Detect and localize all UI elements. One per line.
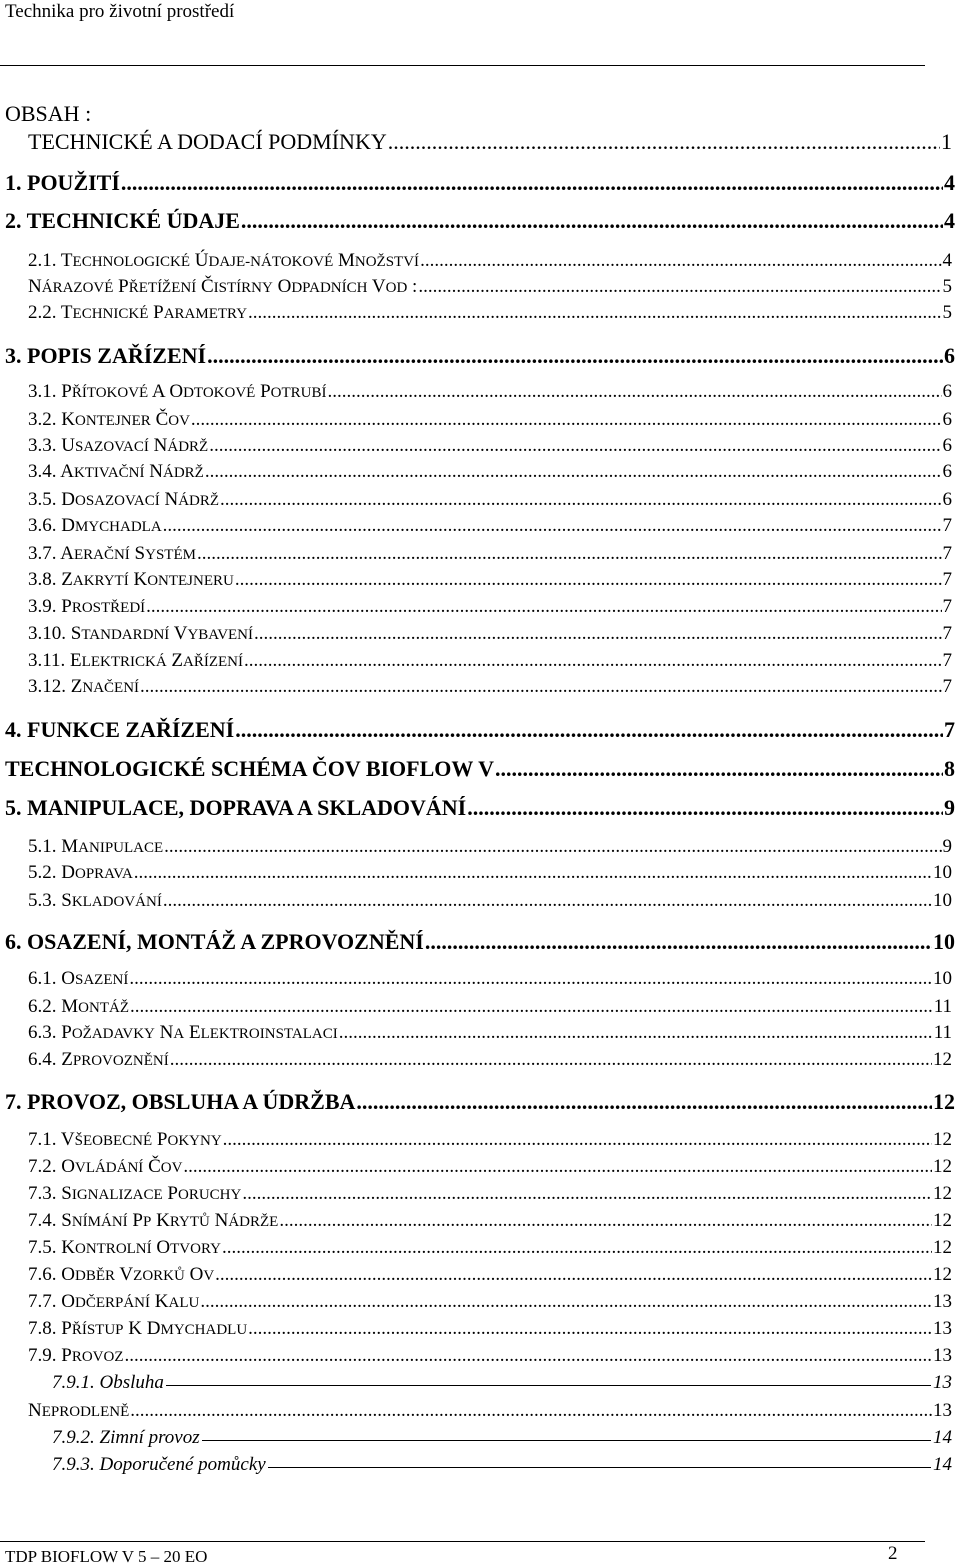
- toc-leader: [279, 1210, 932, 1232]
- toc-entry-title: [28, 543, 196, 565]
- toc-entry-number: 5.: [5, 795, 27, 820]
- toc-leader: [235, 717, 943, 743]
- toc-entry-text: PROVOZ, OBSLUHA A ÚDRŽBA: [27, 1089, 356, 1114]
- toc-entry-title: [52, 1427, 200, 1449]
- toc-leader: [166, 1385, 931, 1386]
- toc-entry[interactable]: [28, 381, 952, 403]
- toc-entry[interactable]: [28, 250, 952, 272]
- toc-page-number: 4: [944, 208, 955, 233]
- toc-page-number: 7: [944, 717, 955, 742]
- toc-entry-title: [28, 836, 163, 858]
- toc-entry-text: MANIPULACE, DOPRAVA A SKLADOVÁNÍ: [27, 795, 467, 820]
- toc-page-number: 6: [942, 381, 952, 402]
- toc-entry-text: TECHNICKÉ ÚDAJE: [26, 208, 240, 233]
- toc-page-number: 14: [933, 1427, 952, 1448]
- toc-page-number: 10: [933, 890, 952, 911]
- toc-page-number: 1: [941, 129, 952, 154]
- toc-leader: [207, 343, 943, 369]
- toc-entry-text: DOPRAVA: [61, 862, 133, 883]
- toc-entry-number: 6.2.: [28, 996, 62, 1017]
- toc-leader: [130, 996, 933, 1018]
- toc-entry[interactable]: [5, 717, 955, 743]
- toc-entry[interactable]: [28, 596, 952, 618]
- toc-page-number: 13: [933, 1372, 952, 1393]
- toc-entry-text: TECHNICKÉ PARAMETRY: [60, 302, 248, 323]
- footer-rule: [0, 1541, 925, 1542]
- toc-entry-number: 7.9.: [28, 1345, 62, 1366]
- toc-entry-number: 7.5.: [28, 1237, 62, 1258]
- toc-entry-text: PROSTŘEDÍ: [61, 596, 146, 617]
- toc-entry-title: [5, 929, 424, 955]
- toc-entry-title: [28, 1129, 222, 1151]
- toc-page-number: 6: [942, 461, 952, 482]
- toc-entry-number: 7.4.: [28, 1210, 62, 1231]
- toc-leader: [163, 515, 942, 537]
- toc-entry[interactable]: [52, 1372, 952, 1394]
- toc-page-number: 6: [944, 343, 955, 368]
- toc-entry[interactable]: [28, 1210, 952, 1232]
- toc-page-number: 11: [933, 1022, 952, 1043]
- toc-entry-number: 6.3.: [28, 1022, 62, 1043]
- toc-page-number: 8: [944, 756, 955, 781]
- toc-page-number: 11: [933, 996, 952, 1017]
- toc-entry-title: [5, 170, 120, 196]
- toc-entry-number: 3.2.: [28, 409, 62, 430]
- toc-entry-number: 5.1.: [28, 836, 62, 857]
- toc-leader: [170, 1049, 932, 1071]
- toc-entry-title: [28, 1210, 278, 1232]
- toc-entry[interactable]: [5, 929, 955, 955]
- toc-leader: [140, 676, 941, 698]
- toc-page-number: 9: [944, 795, 955, 820]
- toc-page-number: 12: [933, 1049, 952, 1070]
- toc-entry-number: 3.8.: [28, 569, 62, 590]
- toc-leader: [163, 890, 932, 912]
- toc-entry-number: 4.: [5, 717, 27, 742]
- toc-heading: OBSAH :: [5, 101, 92, 126]
- toc-entry-text: FUNKCE ZAŘÍZENÍ: [27, 717, 235, 742]
- toc-entry[interactable]: [28, 1264, 952, 1286]
- toc-entry[interactable]: [28, 1156, 952, 1178]
- toc-entry-number: 3.6.: [28, 515, 62, 536]
- toc-page-number: 10: [933, 862, 952, 883]
- toc-entry[interactable]: [28, 489, 952, 511]
- toc-entry[interactable]: [5, 343, 955, 369]
- toc-entry-title: [28, 569, 234, 591]
- toc-leader: [202, 1440, 931, 1441]
- toc-entry-title: [28, 1264, 214, 1286]
- toc-entry-number: 5.2.: [28, 862, 62, 883]
- toc-entry[interactable]: [28, 1345, 952, 1367]
- toc-entry-number: 6.1.: [28, 968, 62, 989]
- toc-entry-title: [28, 1183, 241, 1205]
- toc-entry-number: 7.3.: [28, 1183, 62, 1204]
- toc-entry-text: Obsluha: [99, 1372, 164, 1393]
- toc-leader: [254, 623, 941, 645]
- toc-entry-number: 7.9.1.: [52, 1372, 100, 1393]
- toc-leader: [339, 1022, 933, 1044]
- toc-entry-text: PŘÍSTUP K DMYCHADLU: [61, 1318, 248, 1339]
- toc-leader: [205, 461, 942, 483]
- toc-page-number: 9: [942, 836, 952, 857]
- toc-leader: [121, 170, 943, 196]
- toc-leader: [130, 1400, 932, 1422]
- toc-entry[interactable]: [28, 129, 952, 155]
- toc-entry-number: 7.9.2.: [52, 1427, 100, 1448]
- toc-entry[interactable]: [5, 208, 955, 234]
- toc-entry[interactable]: [28, 543, 952, 565]
- toc-entry[interactable]: [28, 650, 952, 672]
- toc-entry-text: DMYCHADLA: [61, 515, 162, 536]
- toc-entry-text: TECHNICKÉ A DODACÍ PODMÍNKY: [28, 129, 387, 154]
- toc-entry-title: [28, 1237, 221, 1259]
- toc-entry-text: KONTEJNER ČOV: [61, 409, 190, 430]
- toc-entry-text: VŠEOBECNÉ POKYNY: [60, 1129, 222, 1150]
- toc-page-number: 7: [942, 623, 952, 644]
- toc-entry[interactable]: [28, 409, 952, 431]
- toc-entry-text: SIGNALIZACE PORUCHY: [61, 1183, 242, 1204]
- footer-doc-id: TDP BIOFLOW V 5 – 20 EO: [5, 1547, 208, 1566]
- toc-entry-title: [28, 968, 128, 990]
- toc-entry-number: 3.3.: [28, 435, 62, 456]
- toc-leader: [495, 756, 943, 782]
- toc-entry-title: [28, 302, 247, 324]
- toc-entry-number: 3.1.: [28, 381, 62, 402]
- toc-entry-title: [28, 1156, 182, 1178]
- toc-entry-number: 2.1.: [28, 250, 61, 271]
- toc-leader: [248, 1318, 932, 1340]
- toc-entry[interactable]: [28, 276, 952, 298]
- toc-entry[interactable]: [28, 623, 952, 645]
- toc-page-number: 12: [933, 1183, 952, 1204]
- toc-entry-text: ODČERPÁNÍ KALU: [61, 1291, 200, 1312]
- toc-leader: [125, 1345, 933, 1367]
- toc-leader: [244, 650, 941, 672]
- toc-page-number: 4: [944, 170, 955, 195]
- toc-page-number: 10: [933, 929, 955, 954]
- toc-entry-text: ZAKRYTÍ KONTEJNERU: [61, 569, 234, 590]
- toc-entry-text: SKLADOVÁNÍ: [61, 890, 162, 911]
- toc-page-number: 13: [933, 1400, 952, 1421]
- toc-entry[interactable]: [28, 1318, 952, 1340]
- toc-entry-title: [5, 1089, 355, 1115]
- toc-entry-title: [28, 276, 417, 298]
- toc-leader: [235, 569, 942, 591]
- toc-entry[interactable]: [52, 1427, 952, 1449]
- toc-entry-title: [28, 489, 219, 511]
- toc-entry-text: AERAČNÍ SYSTÉM: [60, 543, 196, 564]
- toc-entry-title: [28, 1022, 338, 1044]
- toc-entry-text: ZPROVOZNĚNÍ: [61, 1049, 169, 1070]
- toc-leader: [268, 1467, 931, 1468]
- toc-entry[interactable]: [28, 515, 952, 537]
- toc-entry-title: [52, 1454, 266, 1476]
- toc-entry-text: USAZOVACÍ NÁDRŽ: [61, 435, 209, 456]
- toc-leader: [200, 1291, 932, 1313]
- toc-entry-title: [28, 596, 145, 618]
- toc-entry-title: [5, 795, 466, 821]
- toc-page-number: 13: [933, 1291, 952, 1312]
- toc-leader: [134, 862, 932, 884]
- toc-entry[interactable]: [5, 756, 955, 782]
- toc-page-number: 12: [933, 1210, 952, 1231]
- toc-entry[interactable]: [28, 862, 952, 884]
- toc-entry[interactable]: [28, 968, 952, 990]
- toc-entry-number: 7.1.: [28, 1129, 61, 1150]
- toc-leader: [223, 1129, 932, 1151]
- toc-entry-number: 7.8.: [28, 1318, 62, 1339]
- toc-entry-text: TECHNOLOGICKÉ SCHÉMA ČOV BIOFLOW V: [5, 756, 494, 781]
- toc-entry-text: MANIPULACE: [61, 836, 164, 857]
- toc-page-number: 10: [933, 968, 952, 989]
- toc-entry-number: 7.9.3.: [52, 1454, 100, 1475]
- toc-entry-number: 3.4.: [28, 461, 61, 482]
- toc-leader: [209, 435, 941, 457]
- toc-entry-number: 1.: [5, 170, 27, 195]
- toc-entry-number: 2.: [5, 208, 27, 233]
- toc-page-number: 6: [942, 409, 952, 430]
- toc-page-number: 7: [942, 650, 952, 671]
- toc-entry-title: [28, 1291, 199, 1313]
- header-title: Technika pro životní prostředí: [5, 1, 235, 22]
- toc-entry[interactable]: [28, 461, 952, 483]
- toc-entry[interactable]: [28, 890, 952, 912]
- footer-page-number: 2: [888, 1543, 898, 1564]
- toc-entry[interactable]: [28, 569, 952, 591]
- toc-page-number: 5: [942, 276, 952, 297]
- toc-entry-number: 3.9.: [28, 596, 62, 617]
- toc-leader: [425, 929, 932, 955]
- toc-entry-title: [28, 1049, 169, 1071]
- toc-entry-number: 6.: [5, 929, 27, 954]
- toc-entry-title: [28, 890, 162, 912]
- toc-page-number: 7: [942, 543, 952, 564]
- toc-entry-text: POPIS ZAŘÍZENÍ: [27, 343, 207, 368]
- toc-entry-text: POŽADAVKY NA ELEKTROINSTALACI: [61, 1022, 338, 1043]
- toc-page-number: 12: [933, 1264, 952, 1285]
- toc-entry-number: 6.4.: [28, 1049, 62, 1070]
- toc-leader: [191, 409, 942, 431]
- toc-leader: [197, 543, 942, 565]
- toc-entry[interactable]: [28, 836, 952, 858]
- toc-entry-text: DOSAZOVACÍ NÁDRŽ: [61, 489, 220, 510]
- toc-page-number: 13: [933, 1345, 952, 1366]
- toc-entry[interactable]: [5, 170, 955, 196]
- toc-entry[interactable]: [28, 435, 952, 457]
- toc-entry-number: 3.12.: [28, 676, 71, 697]
- toc-page-number: 7: [942, 515, 952, 536]
- toc-entry-title: [52, 1372, 164, 1394]
- toc-entry-title: [28, 129, 387, 155]
- toc-page-number: 13: [933, 1318, 952, 1339]
- toc-entry[interactable]: [28, 302, 952, 324]
- toc-entry[interactable]: [28, 1129, 952, 1151]
- toc-leader: [164, 836, 941, 858]
- toc-entry-text: Zimní provoz: [99, 1427, 200, 1448]
- toc-leader: [222, 1237, 932, 1259]
- toc-entry-text: NÁRAZOVÉ PŘETÍŽENÍ ČISTÍRNY ODPADNÍCH VOD :: [28, 276, 418, 297]
- toc-page-number: 6: [942, 435, 952, 456]
- toc-entry[interactable]: [28, 1237, 952, 1259]
- toc-entry-title: [28, 1318, 247, 1340]
- toc-entry-number: 5.3.: [28, 890, 62, 911]
- toc-entry-text: TECHNOLOGICKÉ ÚDAJE-NÁTOKOVÉ MNOŽSTVÍ: [60, 250, 420, 271]
- toc-page-number: 4: [942, 250, 952, 271]
- toc-entry-text: OSAZENÍ: [61, 968, 129, 989]
- toc-leader: [220, 489, 941, 511]
- toc-entry[interactable]: [28, 1291, 952, 1313]
- toc-entry[interactable]: [28, 676, 952, 698]
- toc-entry-text: SNÍMÁNÍ PP KRYTŮ NÁDRŽE: [61, 1210, 279, 1231]
- toc-entry-text: PŘÍTOKOVÉ A ODTOKOVÉ POTRUBÍ: [61, 381, 327, 402]
- toc-entry-number: 3.5.: [28, 489, 62, 510]
- toc-entry-text: ZNAČENÍ: [70, 676, 140, 697]
- toc-entry-title: [28, 409, 190, 431]
- toc-entry-title: [28, 381, 326, 403]
- toc-entry-number: 3.11.: [28, 650, 71, 671]
- toc-entry-text: PROVOZ: [61, 1345, 124, 1366]
- toc-entry-title: [28, 250, 419, 272]
- toc-entry-title: [28, 461, 204, 483]
- toc-entry-title: [28, 996, 129, 1018]
- toc-entry-title: [5, 717, 234, 743]
- toc-entry-title: [28, 515, 162, 537]
- toc-page-number: 7: [942, 676, 952, 697]
- toc-leader: [356, 1089, 932, 1115]
- toc-entry-number: 2.2.: [28, 302, 61, 323]
- toc-entry[interactable]: [52, 1454, 952, 1476]
- toc-leader: [418, 276, 941, 298]
- toc-entry-title: [28, 676, 139, 698]
- toc-leader: [146, 596, 941, 618]
- toc-entry-text: NEPRODLENĚ: [28, 1400, 130, 1421]
- toc-entry-number: 3.7.: [28, 543, 61, 564]
- toc-entry[interactable]: [28, 1400, 952, 1422]
- toc-leader: [129, 968, 932, 990]
- toc-entry-title: [5, 756, 494, 782]
- toc-entry-text: OVLÁDÁNÍ ČOV: [61, 1156, 183, 1177]
- toc-leader: [241, 208, 943, 234]
- toc-leader: [248, 302, 941, 324]
- toc-entry-title: [5, 343, 206, 369]
- toc-entry-text: POUŽITÍ: [27, 170, 120, 195]
- toc-entry-number: 7.: [5, 1089, 27, 1114]
- toc-entry-title: [28, 623, 253, 645]
- toc-entry[interactable]: [28, 1183, 952, 1205]
- toc-entry[interactable]: [28, 1049, 952, 1071]
- toc-leader: [183, 1156, 932, 1178]
- toc-entry[interactable]: [28, 996, 952, 1018]
- toc-page-number: 14: [933, 1454, 952, 1475]
- toc-page-number: 5: [942, 302, 952, 323]
- toc-entry-text: KONTROLNÍ OTVORY: [61, 1237, 221, 1258]
- toc-leader: [420, 250, 941, 272]
- toc-entry-text: OSAZENÍ, MONTÁŽ A ZPROVOZNĚNÍ: [27, 929, 424, 954]
- toc-leader: [467, 795, 943, 821]
- toc-page-number: 12: [933, 1237, 952, 1258]
- toc-leader: [327, 381, 941, 403]
- toc-entry-number: 7.7.: [28, 1291, 62, 1312]
- toc-entry-title: [28, 1400, 129, 1422]
- toc-entry-text: MONTÁŽ: [61, 996, 129, 1017]
- toc-leader: [215, 1264, 932, 1286]
- toc-page-number: 6: [942, 489, 952, 510]
- toc-entry[interactable]: [5, 795, 955, 821]
- toc-leader: [242, 1183, 932, 1205]
- toc-page-number: 7: [942, 569, 952, 590]
- toc-entry-title: [28, 1345, 124, 1367]
- toc-page-number: 12: [933, 1156, 952, 1177]
- toc-entry[interactable]: [5, 1089, 955, 1115]
- toc-entry-number: 7.2.: [28, 1156, 62, 1177]
- toc-page-number: 12: [933, 1089, 955, 1114]
- toc-page-number: 12: [933, 1129, 952, 1150]
- toc-page-number: 7: [942, 596, 952, 617]
- toc-entry[interactable]: [28, 1022, 952, 1044]
- toc-entry-text: ELEKTRICKÁ ZAŘÍZENÍ: [70, 650, 244, 671]
- toc-entry-title: [28, 650, 243, 672]
- toc-entry-text: Doporučené pomůcky: [99, 1454, 266, 1475]
- toc-entry-text: STANDARDNÍ VYBAVENÍ: [70, 623, 254, 644]
- toc-entry-text: ODBĚR VZORKŮ OV: [61, 1264, 215, 1285]
- toc-entry-title: [5, 208, 240, 234]
- toc-entry-title: [28, 435, 208, 457]
- toc-entry-text: AKTIVAČNÍ NÁDRŽ: [60, 461, 204, 482]
- toc-leader: [388, 129, 940, 155]
- toc-entry-number: 3.: [5, 343, 27, 368]
- toc-entry-number: 3.10.: [28, 623, 71, 644]
- toc-entry-number: 7.6.: [28, 1264, 62, 1285]
- toc-entry-title: [28, 862, 133, 884]
